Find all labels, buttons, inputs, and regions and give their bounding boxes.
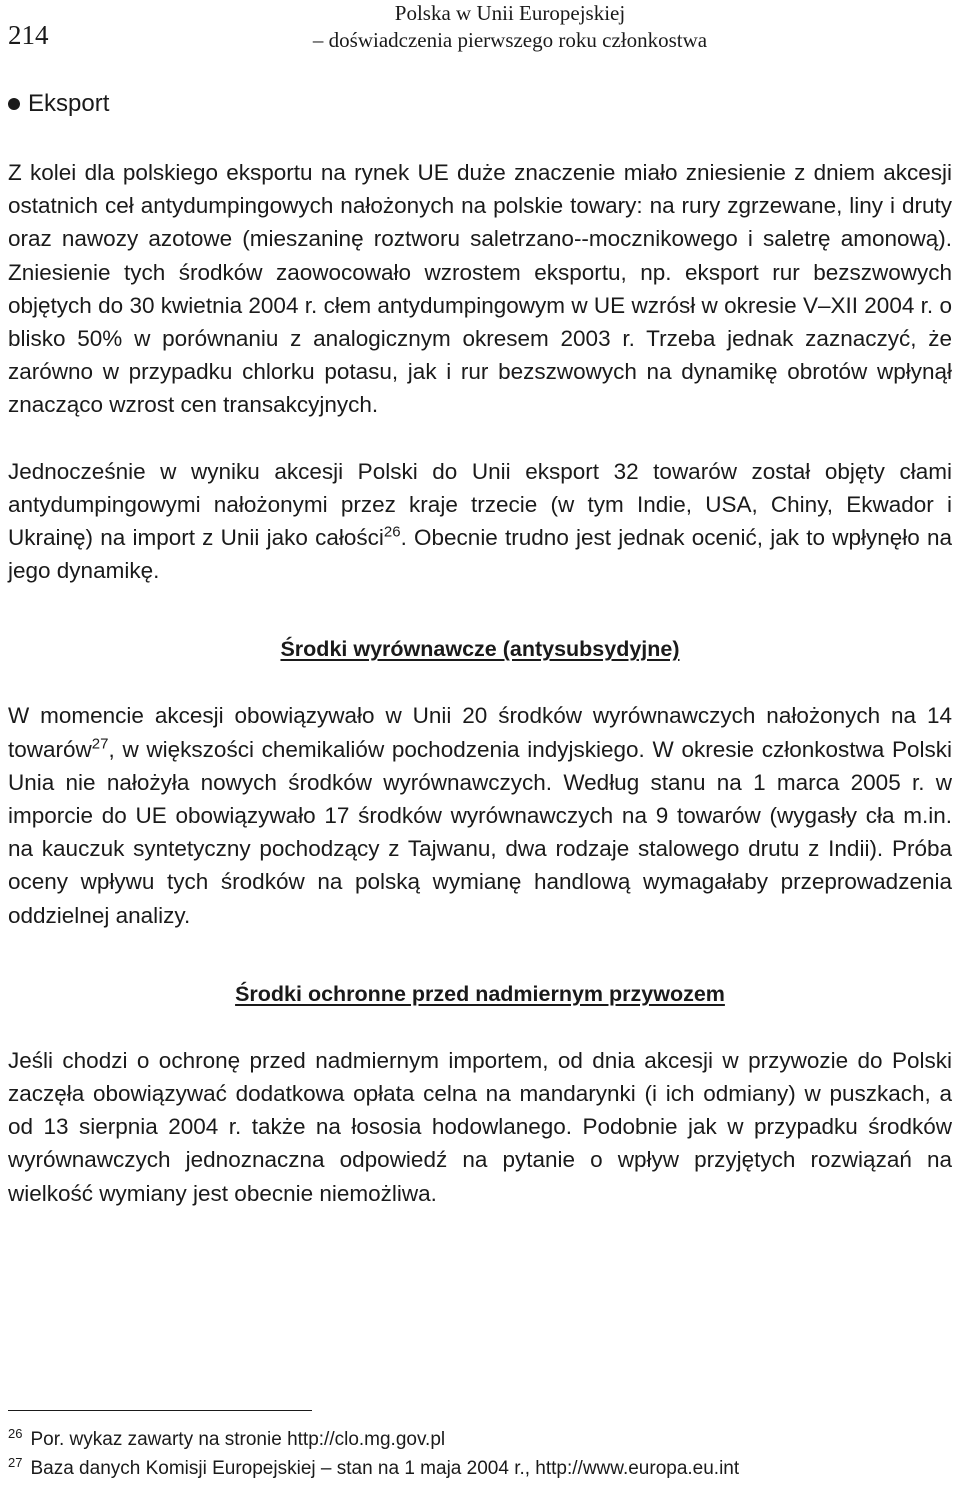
footnotes bbox=[8, 1410, 952, 1483]
footnote-divider bbox=[8, 1410, 312, 1411]
countervailing-paragraph-end: , w większości chemikaliów pochodzenia indyjskiego. W okresie członkostwa Polski Unia nie nałożyła nowych środków wyrównawczych. Według stanu na 1 marca 2005 r. w imporcie do UE obowiązywało 17 środków wyrównawczych na 9 towarów (wygasły cła m.in. na kauczuk syntetyczny pochodzący z Tajwanu, dwa rodzaje stalowego drutu z Indii). Próba oceny wpływu tych środków na polską wymianę handlową wymagałaby przeprowadzenia oddzielnej analizy. bbox=[8, 736, 952, 928]
footnote-26 bbox=[8, 1425, 952, 1454]
footnote-text: Baza danych Komisji Europejskiej – stan na 1 maja 2004 r., http://www.europa.eu.int bbox=[30, 1458, 740, 1479]
export-paragraph-2-text: Jednocześnie w wyniku akcesji Polski do Unii eksport 32 towarów został objęty cłami antydumpingowymi nałożonymi przez kraje trzecie (w tym Indie, USA, Chiny, Ekwador i Ukrainę) na import z Unii jako całości bbox=[8, 458, 952, 551]
page-content bbox=[8, 88, 952, 1243]
safeguard-heading-text: Środki ochronne przed nadmiernym przywozem bbox=[235, 981, 725, 1006]
footnote-27 bbox=[8, 1454, 952, 1483]
page-header bbox=[0, 0, 960, 56]
countervailing-heading-text: Środki wyrównawcze (antysubsydyjne) bbox=[280, 637, 680, 662]
countervailing-paragraph bbox=[8, 699, 952, 931]
export-paragraph-1: Z kolei dla polskiego eksportu na rynek UE duże znaczenie miało zniesienie z dniem akcesji ostatnich ceł antydumpingowych nałożonych na polskie towary: na rury zgrzewane, liny i druty oraz nawozy azotowe (mieszaninę roztworu saletrzano--mocznikowego i saletrę amonową). Zniesienie tych środków zaowocowało wzrostem eksportu, np. eksport rur bezszwowych objętych do 30 kwietnia 2004 r. cłem antydumpingowym w UE wzrósł w okresie V–XII 2004 r. o blisko 50% w porównaniu z analogicznym okresem 2003 r. Trzeba jednak zaznaczyć, że zarówno w przypadku chlorku potasu, jak i rur bezszwowych na dynamikę obrotów wpłynął znacząco wzrost cen transakcyjnych. bbox=[8, 160, 952, 418]
running-title-line2: – doświadczenia pierwszego roku członkostwa bbox=[312, 28, 708, 52]
footnote-ref-26: 26 bbox=[383, 523, 401, 541]
export-paragraph-2-end: . Obecnie trudno jest jednak ocenić, jak to wpłynęło na jego dynamikę. bbox=[8, 525, 952, 584]
footnote-text: Por. wykaz zawarty na stronie http://clo.mg.gov.pl bbox=[30, 1429, 446, 1450]
export-heading-text: Eksport bbox=[28, 90, 110, 117]
page-number: 214 bbox=[8, 20, 49, 50]
footnote-number: 26 bbox=[8, 1425, 23, 1441]
safeguard-paragraph: Jeśli chodzi o ochronę przed nadmiernym importem, od dnia akcesji w przywozie do Polski zaczęła obowiązywać dodatkowa opłata celna na mandarynki (i ich odmiany) w puszkach, a od 13 sierpnia 2004 r. także na łososia hodowlanego. Podobnie jak w przypadku środków wyrównawczych jednoznaczna odpowiedź na pytanie o wpływ przyjętych rozwiązań na wielkość wymiany jest obecnie niemożliwa. bbox=[8, 1047, 952, 1206]
bullet-icon bbox=[8, 98, 20, 110]
export-heading bbox=[8, 88, 952, 120]
countervailing-paragraph-text: W momencie akcesji obowiązywało w Unii 20 środków wyrównawczych nałożonych na 14 towarów bbox=[8, 703, 952, 762]
safeguard-heading bbox=[8, 978, 952, 1010]
export-paragraph-2 bbox=[8, 455, 952, 588]
footnote-ref-27: 27 bbox=[91, 735, 109, 753]
footnote-number: 27 bbox=[8, 1454, 23, 1470]
running-title bbox=[300, 0, 720, 54]
running-title-line1: Polska w Unii Europejskiej bbox=[394, 1, 626, 25]
countervailing-heading bbox=[8, 633, 952, 665]
